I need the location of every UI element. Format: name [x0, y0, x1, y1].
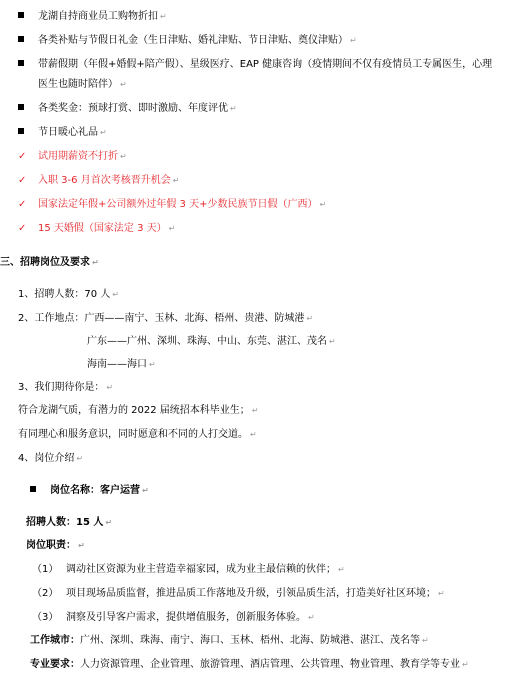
return-mark-icon: ↵ [149, 360, 156, 369]
benefit-text-line2: 医生也随时陪伴） [38, 79, 118, 90]
position-intro-text: 4、岗位介绍 [18, 453, 75, 464]
work-location-hainan [87, 358, 156, 372]
square-bullet-icon [18, 12, 24, 18]
work-location-hainan-text: 海南——海口 [87, 359, 147, 370]
duty-number: （1） [32, 564, 59, 575]
return-mark-icon: ↵ [160, 12, 167, 21]
return-mark-icon: ↵ [92, 258, 99, 267]
work-city-text: 广州、深圳、珠海、南宁、海口、玉林、梧州、北海、防城港、湛江、茂名等 [80, 635, 420, 646]
return-mark-icon: ↵ [250, 430, 257, 439]
position-intro-heading [18, 452, 83, 466]
highlight-item [18, 150, 127, 164]
section-title [0, 256, 99, 270]
position-headcount [26, 516, 112, 530]
highlight-text: 试用期薪资不打折 [38, 151, 118, 162]
return-mark-icon: ↵ [251, 406, 259, 415]
benefit-text: 各类奖金：预球打赏、即时激励、年度评优 [38, 103, 228, 114]
expectation-line [18, 404, 259, 418]
return-mark-icon: ↵ [319, 200, 327, 209]
highlight-text: 15 天婚假（国家法定 3 天） [38, 223, 167, 234]
return-mark-icon: ↵ [120, 152, 127, 161]
return-mark-icon: ↵ [78, 541, 85, 550]
duty-number: （2） [32, 588, 59, 599]
return-mark-icon: ↵ [142, 486, 149, 495]
benefit-item [18, 126, 107, 140]
benefit-text-line1: 带薪假期（年假+婚假+陪产假）、星级医疗、EAP 健康咨询（疫情期间不仅有疫情员工专属医生，心理 [38, 59, 493, 70]
return-mark-icon: ↵ [306, 314, 314, 323]
return-mark-icon: ↵ [172, 176, 180, 185]
expectation-line [18, 428, 257, 442]
position-name [30, 484, 149, 498]
duties-title [26, 539, 85, 553]
expectation-line-text: 符合龙湖气质，有潜力的 2022 届统招本科毕业生； [18, 405, 250, 416]
highlight-item [18, 174, 179, 188]
return-mark-icon: ↵ [230, 104, 237, 113]
square-bullet-icon [18, 60, 24, 66]
position-headcount-text: 招聘人数：15 人 [26, 517, 104, 528]
return-mark-icon: ↵ [106, 383, 114, 392]
expectation-line-text: 有同理心和服务意识，同时愿意和不同的人打交道。 [18, 429, 248, 440]
return-mark-icon: ↵ [100, 128, 107, 137]
benefit-item [18, 34, 357, 48]
major-requirement-label: 专业要求： [30, 659, 80, 670]
square-bullet-icon [18, 104, 24, 110]
square-bullet-icon [18, 128, 24, 134]
major-requirement [30, 658, 469, 672]
return-mark-icon: ↵ [112, 290, 119, 299]
return-mark-icon: ↵ [462, 660, 469, 669]
major-requirement-text: 人力资源管理、企业管理、旅游管理、酒店管理、公共管理、物业管理、教育学等专业 [80, 659, 460, 670]
return-mark-icon: ↵ [422, 636, 429, 645]
highlight-item [18, 198, 326, 212]
work-city [30, 634, 429, 648]
square-bullet-icon [30, 486, 36, 492]
position-name-text: 岗位名称：客户运营 [50, 485, 140, 496]
highlight-text: 入职 3-6 月首次考核晋升机会 [38, 175, 171, 186]
section-title-text: 三、招聘岗位及要求 [0, 257, 90, 268]
return-mark-icon: ↵ [329, 337, 336, 346]
highlight-item [18, 222, 175, 236]
square-bullet-icon [18, 36, 24, 42]
highlight-text: 国家法定年假+公司额外过年假 3 天+少数民族节日假（广西） [38, 199, 318, 210]
expectation-heading [18, 381, 113, 395]
checkmark-icon: ✓ [18, 199, 27, 210]
benefit-item-continuation [38, 78, 127, 92]
duty-text: 洞察及引导客户需求，提供增值服务，创新服务体验。 [66, 612, 306, 623]
return-mark-icon: ↵ [105, 518, 113, 527]
work-location-guangxi: 广西——南宁、玉林、北海、梧州、贵港、防城港 [84, 313, 305, 324]
checkmark-icon: ✓ [18, 223, 27, 234]
benefit-item [18, 102, 237, 116]
return-mark-icon: ↵ [168, 224, 176, 233]
benefit-text: 各类补贴与节假日礼金（生日津贴、婚礼津贴、节日津贴、奠仪津贴） [38, 35, 348, 46]
benefit-text: 龙湖自持商业员工购物折扣 [38, 11, 158, 22]
duty-number: （3） [32, 612, 59, 623]
recruit-count-text: 1、招聘人数：70 人 [18, 289, 111, 300]
return-mark-icon: ↵ [338, 565, 345, 574]
duty-item [32, 587, 445, 601]
expectation-heading-text: 3、我们期待你是： [18, 382, 105, 393]
duty-text: 调动社区资源为业主营造幸福家园，成为业主最信赖的伙伴； [66, 564, 336, 575]
benefit-item [18, 58, 492, 72]
duty-item [32, 611, 315, 625]
recruit-count [18, 288, 119, 302]
work-location-guangdong-text: 广东——广州、深圳、珠海、中山、东莞、湛江、茂名 [87, 336, 327, 347]
benefit-text: 节日暖心礼品 [38, 127, 98, 138]
return-mark-icon: ↵ [120, 80, 127, 89]
checkmark-icon: ✓ [18, 151, 27, 162]
work-location-label: 2、工作地点： [18, 313, 85, 324]
return-mark-icon: ↵ [308, 613, 315, 622]
work-location [18, 312, 313, 326]
duty-text: 项目现场品质监督，推进品质工作落地及升级，引领品质生活，打造美好社区环境； [66, 588, 436, 599]
benefit-item [18, 10, 167, 24]
return-mark-icon: ↵ [76, 454, 84, 463]
work-city-label: 工作城市： [30, 635, 80, 646]
checkmark-icon: ✓ [18, 175, 27, 186]
return-mark-icon: ↵ [438, 589, 445, 598]
work-location-guangdong [87, 335, 336, 349]
duty-item [32, 563, 345, 577]
duties-title-text: 岗位职责： [26, 540, 76, 551]
return-mark-icon: ↵ [350, 36, 357, 45]
